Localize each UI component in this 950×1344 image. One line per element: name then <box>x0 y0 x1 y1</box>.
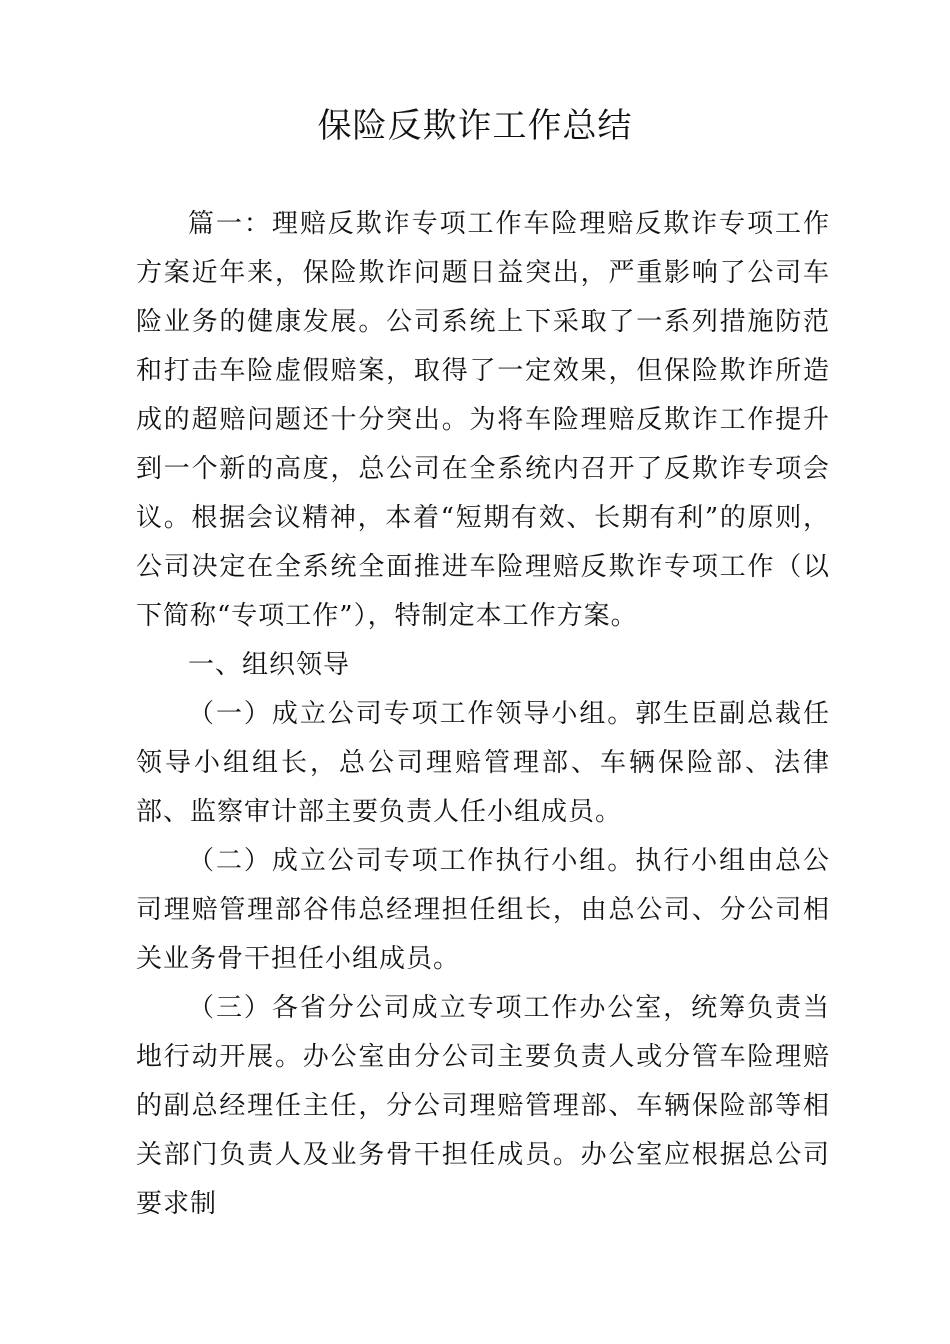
paragraph-provincial-office: （三）各省分公司成立专项工作办公室，统筹负责当地行动开展。办公室由分公司主要负责人或分管车险理赔的副总经理任主任，分公司理赔管理部、车辆保险部等相关部门负责人及业务骨干担任成员。办公室应根据总公司要求制 <box>136 993 830 1219</box>
document-title: 保险反欺诈工作总结 <box>317 106 633 146</box>
paragraph-intro: 篇一：理赔反欺诈专项工作车险理赔反欺诈专项工作方案近年来，保险欺诈问题日益突出，严重影响了公司车险业务的健康发展。公司系统上下采取了一系列措施防范和打击车险虚假赔案，取得了一定效果，但保险欺诈所造成的超赔问题还十分突出。为将车险理赔反欺诈工作提升到一个新的高度，总公司在全系统内召开了反欺诈专项会议。根据会议精神，本着“短期有效、长期有利”的原则，公司决定在全系统全面推进车险理赔反欺诈专项工作（以下简称“专项工作”），特制定本工作方案。 <box>136 209 830 631</box>
section-heading-organization: 一、组织领导 <box>188 650 351 680</box>
paragraph-leadership-group: （一）成立公司专项工作领导小组。郭生臣副总裁任领导小组组长，总公司理赔管理部、车辆保险部、法律部、监察审计部主要负责人任小组成员。 <box>136 699 830 827</box>
document-body <box>136 200 830 1229</box>
paragraph-execution-group: （二）成立公司专项工作执行小组。执行小组由总公司理赔管理部谷伟总经理担任组长，由总公司、分公司相关业务骨干担任小组成员。 <box>136 846 830 974</box>
